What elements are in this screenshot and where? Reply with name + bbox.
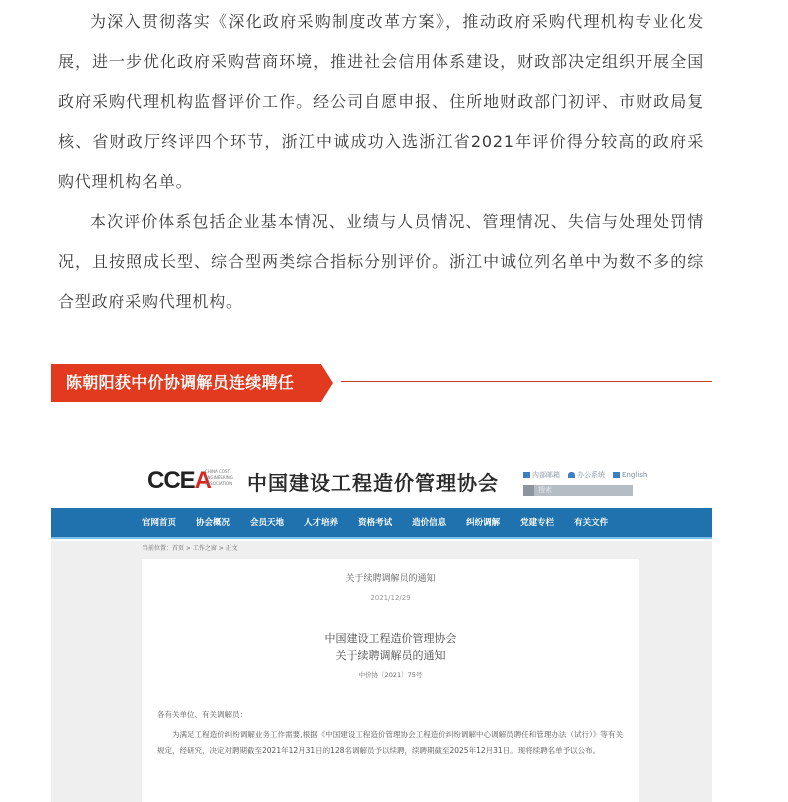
top-link-english[interactable] [613, 469, 647, 481]
notice-doc-number: 中价协〔2021〕75号 [358, 671, 423, 679]
home-icon [568, 472, 575, 478]
top-link-label: 内部邮箱 [532, 471, 560, 479]
site-name: 中国建设工程造价管理协会 [247, 471, 499, 495]
top-link-label: 办公系统 [577, 471, 605, 479]
logo-abbr-main: CCE [147, 467, 195, 494]
section-divider-line [341, 381, 712, 382]
article-paragraph-2: 本次评价体系包括企业基本情况、业绩与人员情况、管理情况、失信与处理处罚情况，且按照成长型、综合型两类综合指标分别评价。浙江中诚位列名单中为数不多的综合型政府采购代理机构。 [58, 212, 704, 311]
breadcrumb: 当前位置：首页 > 工作之窗 > 正文 [142, 545, 238, 552]
nav-item-home[interactable]: 官网首页 [142, 517, 177, 528]
embedded-screenshot [51, 455, 712, 802]
logo-english-text: CHINA COST ENGINEERING ASSOCIATION [205, 469, 233, 486]
nav-item-about[interactable]: 协会概况 [196, 517, 231, 528]
notice-heading-line1: 中国建设工程造价管理协会 [324, 632, 457, 645]
nav-item-party[interactable]: 党建专栏 [520, 517, 555, 528]
top-link-mail[interactable] [523, 469, 560, 481]
banner-arrow-icon [321, 364, 333, 402]
notice-heading-line2: 关于续聘调解员的通知 [335, 649, 446, 662]
ccea-logo [147, 467, 211, 495]
notice-title: 关于续聘调解员的通知 [345, 574, 436, 584]
page-body [51, 541, 712, 802]
notice-document [142, 559, 639, 802]
notice-body: 为满足工程造价纠纷调解业务工作需要,根据《中国建设工程造价管理协会工程造价纠纷调解中心调解员聘任和管理办法（试行）》等有关规定，经研究，决定对聘期截至2021年12月31日的128名调解员予以续聘，续聘期截至2025年12月31日。现将续聘名单予以公布。 [157, 730, 623, 755]
nav-item-documents[interactable]: 有关文件 [574, 517, 609, 528]
globe-icon [613, 472, 620, 478]
article-paragraph-1: 为深入贯彻落实《深化政府采购制度改革方案》，推动政府采购代理机构专业化发展，进一步优化政府采购营商环境，推进社会信用体系建设，财政部决定组织开展全国政府采购代理机构监督评价工作。经公司自愿申报、住所地财政部门初评、市财政局复核、省财政厅终评四个环节，浙江中诚成功入选浙江省2021年评价得分较高的政府采购代理机构名单。 [58, 12, 704, 191]
nav-item-exams[interactable]: 资格考试 [358, 517, 393, 528]
logo-abbr-accent: A [194, 467, 212, 494]
search-input[interactable] [523, 485, 633, 496]
search-placeholder: 搜索 [538, 486, 552, 494]
top-links [523, 469, 647, 481]
top-link-label: English [622, 471, 648, 479]
nav-item-mediation[interactable]: 纠纷调解 [466, 517, 501, 528]
section-title: 陈朝阳获中价协调解员连续聘任 [66, 373, 295, 392]
notice-greeting: 各有关单位、有关调解员： [157, 710, 247, 719]
nav-item-members[interactable]: 会员天地 [250, 517, 285, 528]
notice-date: 2021/12/29 [370, 594, 411, 602]
search-icon[interactable] [523, 485, 534, 496]
site-header [51, 455, 712, 506]
mail-icon [523, 472, 530, 478]
main-nav [51, 508, 712, 539]
top-link-office[interactable] [568, 469, 605, 481]
nav-item-cost-info[interactable]: 造价信息 [412, 517, 447, 528]
nav-item-training[interactable]: 人才培养 [304, 517, 339, 528]
